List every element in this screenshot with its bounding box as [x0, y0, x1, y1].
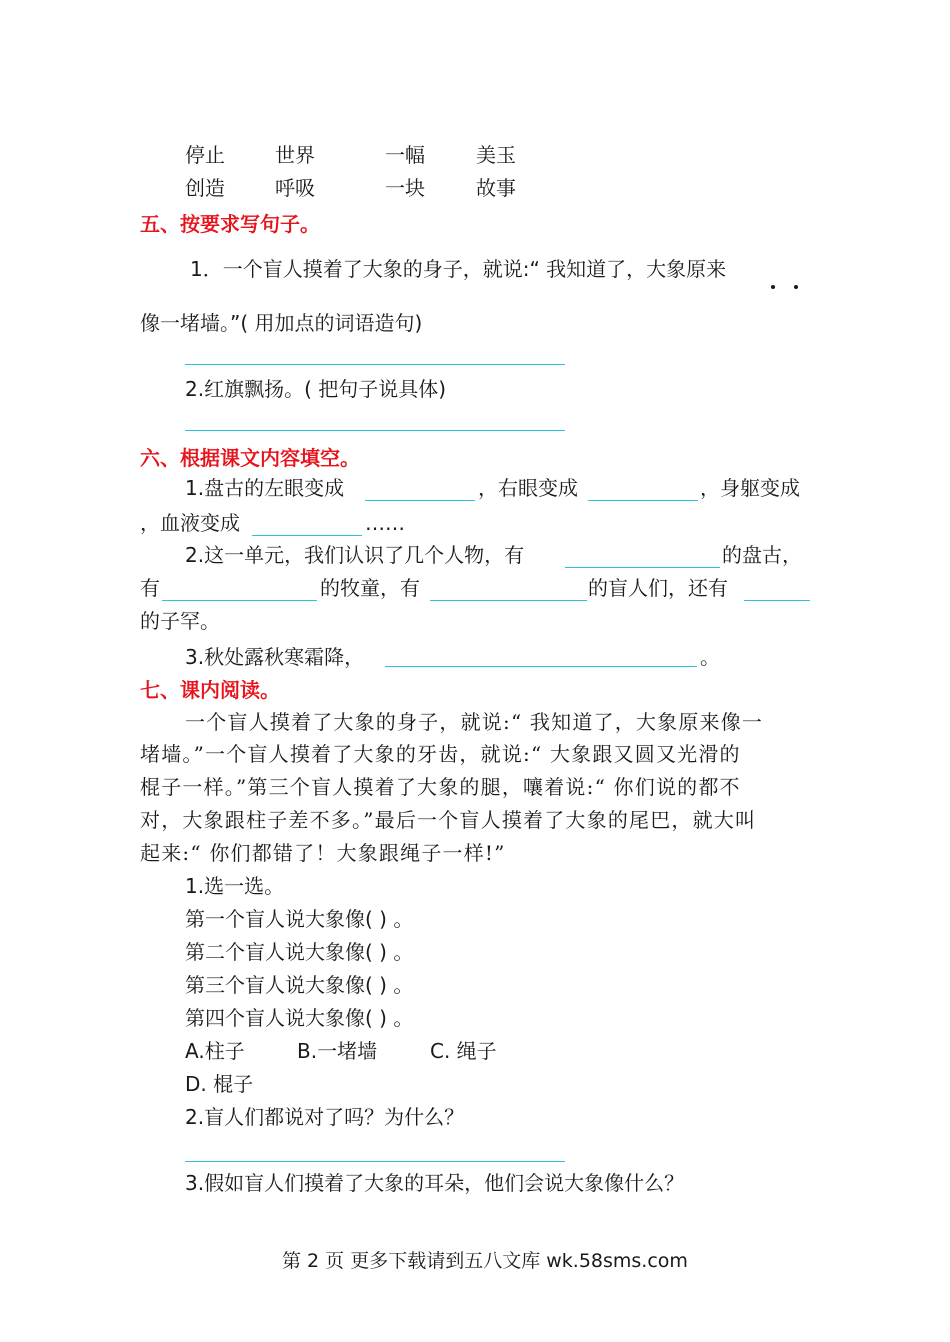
emphasis-dot [771, 285, 775, 289]
question-text: ，血液变成 [140, 511, 240, 535]
question-text: ，身躯变成 [700, 476, 800, 500]
question-text: 2.盲人们都说对了吗？为什么？ [185, 1105, 465, 1129]
question-text: 1.盘古的左眼变成 [185, 476, 345, 500]
answer-blank[interactable] [744, 600, 810, 601]
passage-line: 堵墙。”一个盲人摸着了大象的牙齿，就说:“ 大象跟又圆又光滑的 [140, 742, 741, 766]
option-b: B.一堵墙 [297, 1039, 378, 1063]
answer-line[interactable] [185, 430, 565, 431]
passage-line: 一个盲人摸着了大象的身子，就说:“ 我知道了，大象原来像一 [185, 710, 764, 734]
word: 一幅 [385, 143, 425, 167]
answer-line[interactable] [185, 1161, 565, 1162]
answer-blank[interactable] [430, 600, 587, 601]
section-heading-6: 六、根据课文内容填空。 [140, 446, 360, 470]
choice-line: 第四个盲人说大象像( ) 。 [185, 1006, 414, 1030]
question-text: …… [365, 511, 405, 535]
question-text: 1.选一选。 [185, 874, 285, 898]
section-heading-7: 七、课内阅读。 [140, 678, 280, 702]
option-d: D. 棍子 [185, 1072, 254, 1096]
question-text: 的子罕。 [140, 609, 220, 633]
answer-blank[interactable] [162, 600, 317, 601]
answer-blank[interactable] [565, 567, 720, 568]
section-heading-5: 五、按要求写句子。 [140, 212, 320, 236]
answer-blank[interactable] [385, 666, 697, 667]
question-text: 。 [700, 645, 720, 669]
word: 故事 [476, 176, 516, 200]
question-text: 2.这一单元，我们认识了几个人物，有 [185, 543, 525, 567]
option-c: C. 绳子 [430, 1039, 497, 1063]
question-text: 2.红旗飘扬。( 把句子说具体) [185, 377, 447, 401]
word: 停止 [185, 143, 225, 167]
passage-line: 棍子一样。”第三个盲人摸着了大象的腿，嚷着说:“ 你们说的都不 [140, 775, 741, 799]
question-text: 像一堵墙。”( 用加点的词语造句) [140, 311, 423, 335]
question-text: 有 [140, 576, 160, 600]
word: 创造 [185, 176, 225, 200]
choice-line: 第三个盲人说大象像( ) 。 [185, 973, 414, 997]
word: 世界 [275, 143, 315, 167]
question-text: 3.假如盲人们摸着了大象的耳朵，他们会说大象像什么？ [185, 1171, 685, 1195]
question-text: 的牧童，有 [320, 576, 420, 600]
question-text: ，右眼变成 [478, 476, 578, 500]
choice-line: 第二个盲人说大象像( ) 。 [185, 940, 414, 964]
answer-blank[interactable] [365, 500, 475, 501]
word: 一块 [385, 176, 425, 200]
page-footer: 第 2 页 更多下载请到五八文库 wk.58sms.com [282, 1250, 688, 1272]
answer-blank[interactable] [588, 500, 698, 501]
answer-blank[interactable] [252, 535, 362, 536]
word: 呼吸 [275, 176, 315, 200]
passage-line: 起来:“ 你们都错了！大象跟绳子一样!” [140, 841, 506, 865]
question-text: 1．一个盲人摸着了大象的身子，就说:“ 我知道了，大象原来 [190, 257, 727, 281]
option-a: A.柱子 [185, 1039, 245, 1063]
question-text: 的盲人们，还有 [588, 576, 728, 600]
question-text: 3.秋处露秋寒霜降， [185, 645, 365, 669]
answer-line[interactable] [185, 364, 565, 365]
choice-line: 第一个盲人说大象像( ) 。 [185, 907, 414, 931]
word: 美玉 [476, 143, 516, 167]
emphasis-dot [794, 285, 798, 289]
passage-line: 对，大象跟柱子差不多。”最后一个盲人摸着了大象的尾巴，就大叫 [140, 808, 757, 832]
question-text: 的盘古， [722, 543, 802, 567]
